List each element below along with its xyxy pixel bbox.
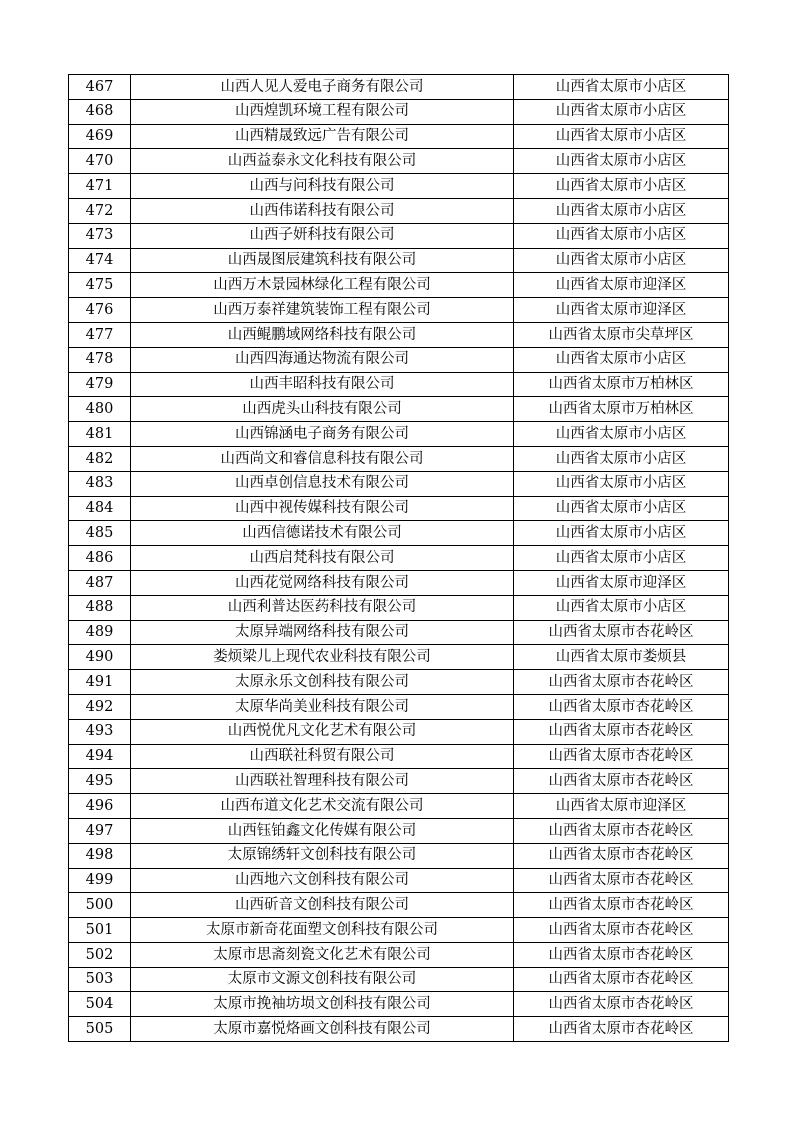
- table-row: [69, 273, 729, 298]
- company-name: 山西益泰永文化科技有限公司: [131, 149, 514, 174]
- company-location: 山西省太原市迎泽区: [514, 794, 729, 819]
- company-name: 太原市思斋刻瓷文化艺术有限公司: [131, 942, 514, 967]
- company-name: 山西四海通达物流有限公司: [131, 347, 514, 372]
- company-location: 山西省太原市杏花岭区: [514, 893, 729, 918]
- company-location: 山西省太原市杏花岭区: [514, 1017, 729, 1042]
- table-row: [69, 942, 729, 967]
- table-row: [69, 298, 729, 323]
- row-number: 495: [69, 769, 131, 794]
- row-number: 491: [69, 670, 131, 695]
- company-location: 山西省太原市小店区: [514, 198, 729, 223]
- table-row: [69, 992, 729, 1017]
- table-row: [69, 918, 729, 943]
- company-name: 山西晟图辰建筑科技有限公司: [131, 248, 514, 273]
- company-location: 山西省太原市杏花岭区: [514, 744, 729, 769]
- table-row: [69, 794, 729, 819]
- company-name: 山西子妍科技有限公司: [131, 223, 514, 248]
- row-number: 477: [69, 322, 131, 347]
- table-row: [69, 446, 729, 471]
- row-number: 501: [69, 918, 131, 943]
- company-name: 山西地六文创科技有限公司: [131, 868, 514, 893]
- table-row: [69, 570, 729, 595]
- row-number: 505: [69, 1017, 131, 1042]
- company-location: 山西省太原市杏花岭区: [514, 843, 729, 868]
- row-number: 478: [69, 347, 131, 372]
- table-row: [69, 1017, 729, 1042]
- row-number: 469: [69, 124, 131, 149]
- company-location: 山西省太原市小店区: [514, 75, 729, 100]
- row-number: 474: [69, 248, 131, 273]
- company-location: 山西省太原市小店区: [514, 347, 729, 372]
- company-name: 山西联社科贸有限公司: [131, 744, 514, 769]
- company-location: 山西省太原市万柏林区: [514, 397, 729, 422]
- table-row: [69, 422, 729, 447]
- company-name: 太原市挽袖坊埙文创科技有限公司: [131, 992, 514, 1017]
- company-location: 山西省太原市杏花岭区: [514, 868, 729, 893]
- company-location: 山西省太原市杏花岭区: [514, 620, 729, 645]
- company-location: 山西省太原市小店区: [514, 595, 729, 620]
- table-row: [69, 223, 729, 248]
- row-number: 493: [69, 719, 131, 744]
- row-number: 484: [69, 496, 131, 521]
- row-number: 481: [69, 422, 131, 447]
- row-number: 476: [69, 298, 131, 323]
- company-name: 山西伟诺科技有限公司: [131, 198, 514, 223]
- company-location: 山西省太原市杏花岭区: [514, 670, 729, 695]
- row-number: 468: [69, 99, 131, 124]
- table-row: [69, 99, 729, 124]
- company-location: 山西省太原市杏花岭区: [514, 942, 729, 967]
- company-list-table: [68, 74, 729, 1042]
- company-location: 山西省太原市小店区: [514, 546, 729, 571]
- company-name: 山西锦涵电子商务有限公司: [131, 422, 514, 447]
- row-number: 470: [69, 149, 131, 174]
- row-number: 480: [69, 397, 131, 422]
- company-name: 山西联社智理科技有限公司: [131, 769, 514, 794]
- company-name: 太原市文源文创科技有限公司: [131, 967, 514, 992]
- row-number: 488: [69, 595, 131, 620]
- row-number: 472: [69, 198, 131, 223]
- table-row: [69, 645, 729, 670]
- table-body: [69, 75, 729, 1042]
- row-number: 482: [69, 446, 131, 471]
- company-name: 山西钰铂鑫文化传媒有限公司: [131, 818, 514, 843]
- company-location: 山西省太原市杏花岭区: [514, 818, 729, 843]
- row-number: 483: [69, 471, 131, 496]
- company-location: 山西省太原市小店区: [514, 446, 729, 471]
- company-location: 山西省太原市杏花岭区: [514, 694, 729, 719]
- table-row: [69, 521, 729, 546]
- company-location: 山西省太原市小店区: [514, 223, 729, 248]
- table-row: [69, 595, 729, 620]
- company-name: 山西利普达医药科技有限公司: [131, 595, 514, 620]
- row-number: 492: [69, 694, 131, 719]
- company-name: 山西煌凯环境工程有限公司: [131, 99, 514, 124]
- table-row: [69, 124, 729, 149]
- company-location: 山西省太原市小店区: [514, 521, 729, 546]
- row-number: 485: [69, 521, 131, 546]
- company-name: 山西丰昭科技有限公司: [131, 372, 514, 397]
- table-row: [69, 174, 729, 199]
- row-number: 497: [69, 818, 131, 843]
- row-number: 490: [69, 645, 131, 670]
- company-location: 山西省太原市万柏林区: [514, 372, 729, 397]
- company-name: 太原异端网络科技有限公司: [131, 620, 514, 645]
- company-name: 山西人见人爱电子商务有限公司: [131, 75, 514, 100]
- row-number: 500: [69, 893, 131, 918]
- company-name: 太原市新奇花面塑文创科技有限公司: [131, 918, 514, 943]
- company-location: 山西省太原市迎泽区: [514, 273, 729, 298]
- company-location: 山西省太原市杏花岭区: [514, 769, 729, 794]
- company-location: 山西省太原市小店区: [514, 99, 729, 124]
- company-name: 太原市嘉悦烙画文创科技有限公司: [131, 1017, 514, 1042]
- row-number: 473: [69, 223, 131, 248]
- row-number: 503: [69, 967, 131, 992]
- row-number: 498: [69, 843, 131, 868]
- table-row: [69, 818, 729, 843]
- company-location: 山西省太原市小店区: [514, 496, 729, 521]
- company-location: 山西省太原市尖草坪区: [514, 322, 729, 347]
- table-row: [69, 967, 729, 992]
- company-name: 山西启梵科技有限公司: [131, 546, 514, 571]
- table-row: [69, 149, 729, 174]
- company-name: 山西万泰祥建筑装饰工程有限公司: [131, 298, 514, 323]
- company-location: 山西省太原市小店区: [514, 149, 729, 174]
- row-number: 499: [69, 868, 131, 893]
- table-row: [69, 670, 729, 695]
- table-row: [69, 372, 729, 397]
- company-name: 山西精晟致远广告有限公司: [131, 124, 514, 149]
- row-number: 475: [69, 273, 131, 298]
- row-number: 487: [69, 570, 131, 595]
- company-location: 山西省太原市小店区: [514, 471, 729, 496]
- row-number: 504: [69, 992, 131, 1017]
- table-row: [69, 496, 729, 521]
- company-name: 山西鲲鹏域网络科技有限公司: [131, 322, 514, 347]
- row-number: 471: [69, 174, 131, 199]
- company-location: 山西省太原市杏花岭区: [514, 992, 729, 1017]
- table-row: [69, 322, 729, 347]
- table-row: [69, 694, 729, 719]
- row-number: 489: [69, 620, 131, 645]
- company-location: 山西省太原市杏花岭区: [514, 918, 729, 943]
- table-row: [69, 546, 729, 571]
- table-row: [69, 893, 729, 918]
- table-row: [69, 719, 729, 744]
- table-row: [69, 744, 729, 769]
- table-row: [69, 75, 729, 100]
- company-name: 娄烦梁儿上现代农业科技有限公司: [131, 645, 514, 670]
- table-row: [69, 248, 729, 273]
- company-location: 山西省太原市小店区: [514, 174, 729, 199]
- company-location: 山西省太原市杏花岭区: [514, 967, 729, 992]
- table-row: [69, 397, 729, 422]
- table-row: [69, 198, 729, 223]
- company-name: 太原永乐文创科技有限公司: [131, 670, 514, 695]
- company-location: 山西省太原市娄烦县: [514, 645, 729, 670]
- company-name: 山西虎头山科技有限公司: [131, 397, 514, 422]
- company-name: 山西信德诺技术有限公司: [131, 521, 514, 546]
- company-location: 山西省太原市小店区: [514, 248, 729, 273]
- company-name: 太原锦绣轩文创科技有限公司: [131, 843, 514, 868]
- company-name: 山西尚文和睿信息科技有限公司: [131, 446, 514, 471]
- table-row: [69, 769, 729, 794]
- row-number: 467: [69, 75, 131, 100]
- company-name: 山西卓创信息技术有限公司: [131, 471, 514, 496]
- company-location: 山西省太原市小店区: [514, 422, 729, 447]
- row-number: 486: [69, 546, 131, 571]
- company-name: 山西万木景园林绿化工程有限公司: [131, 273, 514, 298]
- row-number: 494: [69, 744, 131, 769]
- row-number: 479: [69, 372, 131, 397]
- company-list-table-wrapper: [68, 74, 728, 1042]
- row-number: 496: [69, 794, 131, 819]
- table-row: [69, 868, 729, 893]
- company-location: 山西省太原市小店区: [514, 124, 729, 149]
- company-name: 太原华尚美业科技有限公司: [131, 694, 514, 719]
- company-location: 山西省太原市迎泽区: [514, 298, 729, 323]
- row-number: 502: [69, 942, 131, 967]
- table-row: [69, 347, 729, 372]
- company-name: 山西布道文化艺术交流有限公司: [131, 794, 514, 819]
- table-row: [69, 843, 729, 868]
- table-row: [69, 620, 729, 645]
- table-row: [69, 471, 729, 496]
- company-name: 山西悦优凡文化艺术有限公司: [131, 719, 514, 744]
- company-name: 山西中视传媒科技有限公司: [131, 496, 514, 521]
- company-location: 山西省太原市杏花岭区: [514, 719, 729, 744]
- company-name: 山西与问科技有限公司: [131, 174, 514, 199]
- company-name: 山西花觉网络科技有限公司: [131, 570, 514, 595]
- company-name: 山西斫音文创科技有限公司: [131, 893, 514, 918]
- company-location: 山西省太原市迎泽区: [514, 570, 729, 595]
